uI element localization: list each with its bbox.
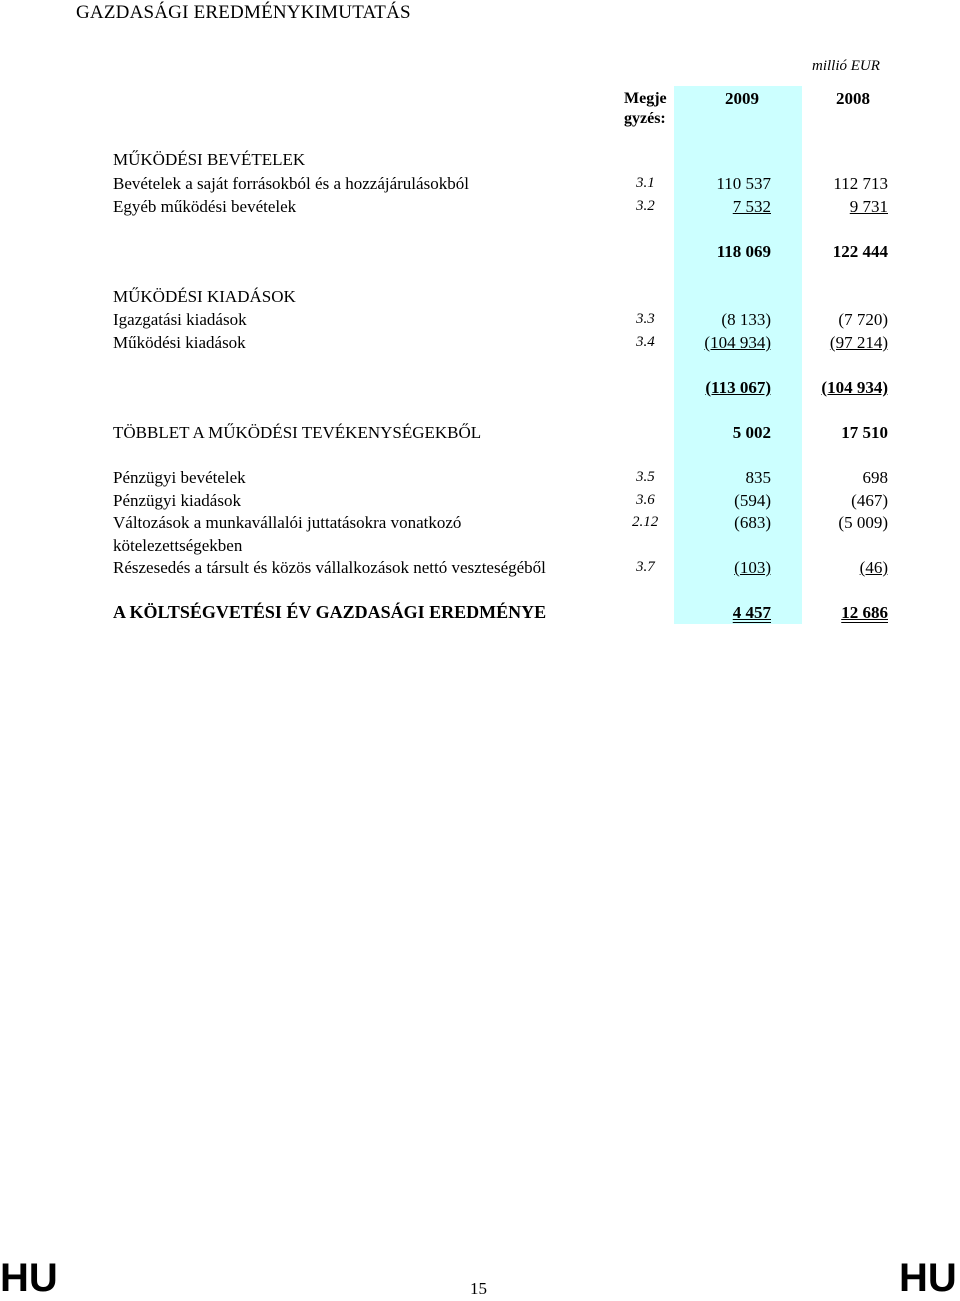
note-column-header: Megje gyzés: — [624, 90, 667, 127]
page-number: 15 — [470, 1279, 487, 1298]
row-value-2009: (103) — [734, 558, 771, 577]
row-value-2008: (467) — [851, 491, 888, 510]
row-note: 3.2 — [636, 198, 655, 214]
row-value-2008: (5 009) — [838, 513, 888, 532]
row-value-2009: (683) — [734, 513, 771, 532]
row-value-2009: 7 532 — [732, 197, 771, 216]
surplus-value-2009: 5 002 — [732, 423, 771, 442]
row-label: Pénzügyi bevételek — [113, 468, 246, 487]
row-note: 3.4 — [636, 334, 655, 350]
year-2008-header: 2008 — [836, 89, 870, 108]
surplus-label: TÖBBLET A MŰKÖDÉSI TEVÉKENYSÉGEKBŐL — [113, 423, 482, 442]
unit-label: millió EUR — [812, 58, 880, 74]
footer-language-code-left: HU — [0, 1256, 58, 1300]
year-2009-header: 2009 — [725, 89, 759, 108]
row-note: 2.12 — [632, 514, 659, 530]
row-value-2008: 112 713 — [833, 174, 888, 193]
row-value-2009: (104 934) — [704, 333, 771, 352]
row-value-2009: 110 537 — [716, 174, 771, 193]
row-value-2009: 835 — [745, 468, 771, 487]
row-value-2008: 698 — [862, 468, 888, 487]
result-value-2008: 12 686 — [841, 603, 888, 622]
row-note: 3.3 — [636, 311, 655, 327]
row-label: Részesedés a társult és közös vállalkozások nettó veszteségéből — [113, 558, 546, 577]
row-note: 3.6 — [636, 492, 655, 508]
subtotal-value-2009: (113 067) — [705, 378, 771, 397]
highlight-column-2009 — [674, 86, 802, 624]
surplus-value-2008: 17 510 — [841, 423, 888, 442]
row-label: Változások a munkavállalói juttatásokra vonatkozó — [113, 513, 462, 532]
row-value-2009: (594) — [734, 491, 771, 510]
row-value-2008: (7 720) — [838, 310, 888, 329]
page-title: GAZDASÁGI EREDMÉNYKIMUTATÁS — [76, 2, 411, 23]
row-label: Igazgatási kiadások — [113, 310, 247, 329]
subtotal-value-2008: 122 444 — [832, 242, 888, 261]
result-value-2009: 4 457 — [732, 603, 771, 622]
row-value-2008: 9 731 — [849, 197, 888, 216]
section-heading-expenses: MŰKÖDÉSI KIADÁSOK — [113, 287, 296, 306]
result-label: A KÖLTSÉGVETÉSI ÉV GAZDASÁGI EREDMÉNYE — [113, 602, 547, 622]
row-label: Egyéb működési bevételek — [113, 197, 297, 216]
row-note: 3.7 — [636, 559, 655, 575]
subtotal-value-2008: (104 934) — [821, 378, 888, 397]
row-note: 3.5 — [636, 469, 655, 485]
row-value-2008: (46) — [859, 558, 888, 577]
row-note: 3.1 — [636, 175, 655, 191]
subtotal-value-2009: 118 069 — [716, 242, 771, 261]
row-value-2008: (97 214) — [829, 333, 888, 352]
section-heading-revenues: MŰKÖDÉSI BEVÉTELEK — [113, 150, 306, 169]
row-value-2009: (8 133) — [721, 310, 771, 329]
row-label: Működési kiadások — [113, 333, 246, 352]
footer-language-code-right: HU — [899, 1256, 957, 1300]
row-label: Bevételek a saját forrásokból és a hozzájárulásokból — [113, 174, 469, 193]
row-label: Pénzügyi kiadások — [113, 491, 241, 510]
row-label-continued: kötelezettségekben — [113, 536, 243, 555]
